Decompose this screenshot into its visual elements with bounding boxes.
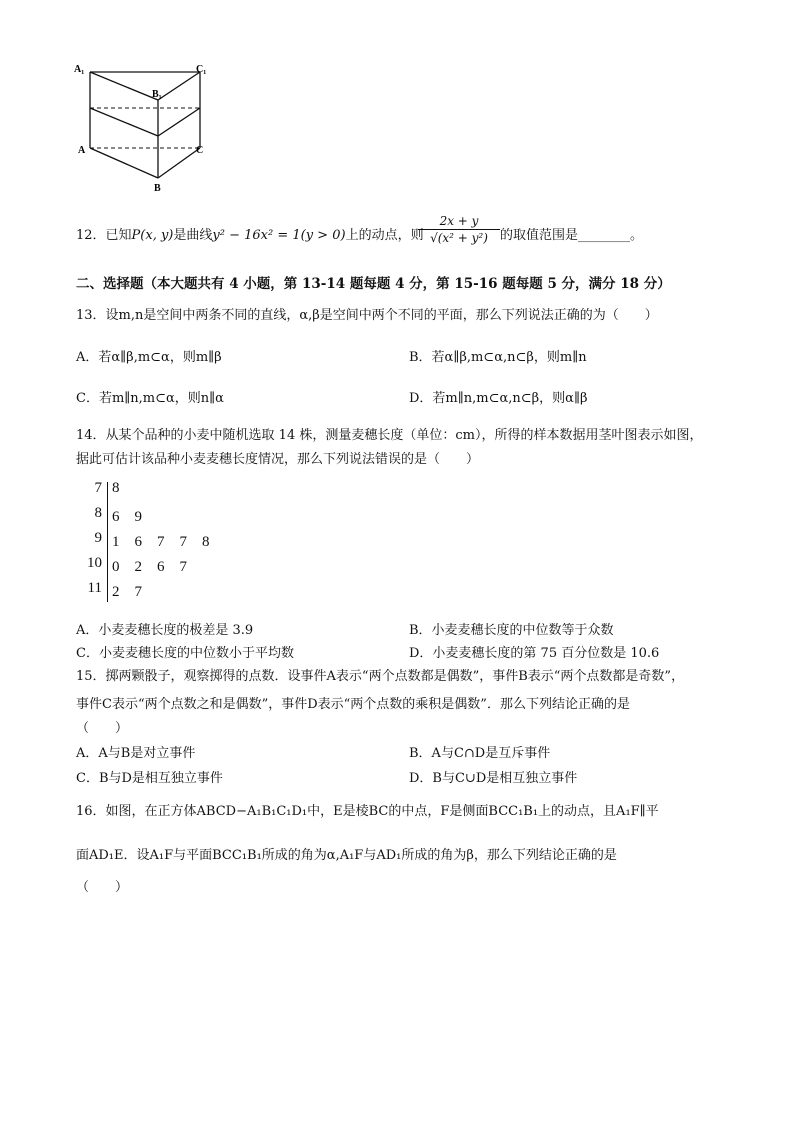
q15-answer-paren: （ ） [76,721,129,736]
q16-stem-line2: 面AD₁E．设A₁F与平面BCC₁B₁所成的角为α,A₁F与AD₁所成的角为β，那么下列结论正确的是 [76,848,617,863]
q13-stem: 13．设m,n是空间中两条不同的直线，α,β是空间中两个不同的平面，那么下列说法正确的为（ ） [76,308,658,323]
stem-divider [107,482,108,602]
q15-option-d: D．B与C∪D是相互独立事件 [409,771,578,786]
q14-option-a: A．小麦麦穗长度的极差是 3.9 [76,623,254,638]
q16-stem-line1: 16．如图，在正方体ABCD−A₁B₁C₁D₁中，E是棱BC的中点，F是侧面BCC₁B₁上的动点，且A₁F∥平 [76,804,659,819]
q15-option-c: C．B与D是相互独立事件 [76,771,223,786]
stem-value: 8 [94,505,102,521]
q14-option-c: C．小麦麦穗长度的中位数小于平均数 [76,646,294,661]
q16-answer-paren: （ ） [76,880,129,895]
q13-option-d: D．若m∥n,m⊂α,n⊂β，则α∥β [409,391,588,406]
stem-value: 9 [94,530,102,546]
q14-stem-line2: 据此可估计该品种小麦麦穗长度情况，那么下列说法错误的是（ ） [76,452,480,467]
label-c1: C₁ [196,64,207,75]
mid-line-left [90,108,158,136]
mid-line-right [158,108,200,136]
leaf-values: 6 9 [112,509,143,525]
leaf-values: 2 7 [112,584,143,600]
q12-curve: y² − 16x² = 1(y > 0) [212,228,346,243]
label-c: C [196,145,204,156]
edge-ab [90,148,158,178]
edge-cb [158,148,200,178]
q12-tail: 的取值范围是________。 [500,228,644,243]
q15-option-b: B．A与C∩D是互斥事件 [409,746,551,761]
label-b1: B₁ [152,89,162,100]
q15-stem-line1: 15．掷两颗骰子，观察掷得的点数．设事件A表示“两个点数都是偶数”，事件B表示“两个点数都是奇数”， [76,669,685,684]
q14-option-d: D．小麦麦穗长度的第 75 百分位数是 10.6 [409,646,660,661]
q14-option-b: B．小麦麦穗长度的中位数等于众数 [409,623,614,638]
q12-frac-num: 2x + y [418,214,500,230]
question-12 [76,224,424,243]
edge-a1b1 [90,72,158,100]
q12-text-b: 是曲线 [173,228,213,243]
stem-value: 11 [87,580,102,596]
section-2-heading: 二、选择题（本大题共有 4 小题，第 13-14 题每题 4 分，第 15-16 题每题 5 分，满分 18 分） [76,276,671,292]
label-a1: A₁ [74,64,85,75]
stem-value: 7 [94,480,102,496]
stem-value: 10 [87,555,102,571]
q15-option-a: A．A与B是对立事件 [76,746,196,761]
label-a: A [78,145,86,156]
q14-stem-line1: 14．从某个品种的小麦中随机选取 14 株，测量麦穗长度（单位：cm），所得的样本数据用茎叶图表示如图， [76,428,703,443]
q12-text-a: 12．已知 [76,228,132,243]
q12-frac-den: √(x² + y²) [430,231,488,245]
stem-leaf-plot [84,480,244,604]
q13-option-c: C．若m∥n,m⊂α，则n∥α [76,391,224,406]
prism-figure [72,60,222,205]
leaf-values: 8 [112,480,120,496]
q12-fraction [418,214,500,245]
edge-c1b1 [158,72,200,100]
leaf-values: 0 2 6 7 [112,559,188,575]
q15-stem-line2: 事件C表示“两个点数之和是偶数”，事件D表示“两个点数的乘积是偶数”．那么下列结论正确的是 [76,697,630,712]
q12-text-c: 上的动点，则 [345,228,424,243]
label-b: B [154,183,161,194]
q13-option-b: B．若α∥β,m⊂α,n⊂β，则m∥n [409,350,587,365]
q12-point: P(x, y) [131,228,174,243]
leaf-values: 1 6 7 7 8 [112,534,210,550]
q13-option-a: A．若α∥β,m⊂α，则m∥β [76,350,222,365]
